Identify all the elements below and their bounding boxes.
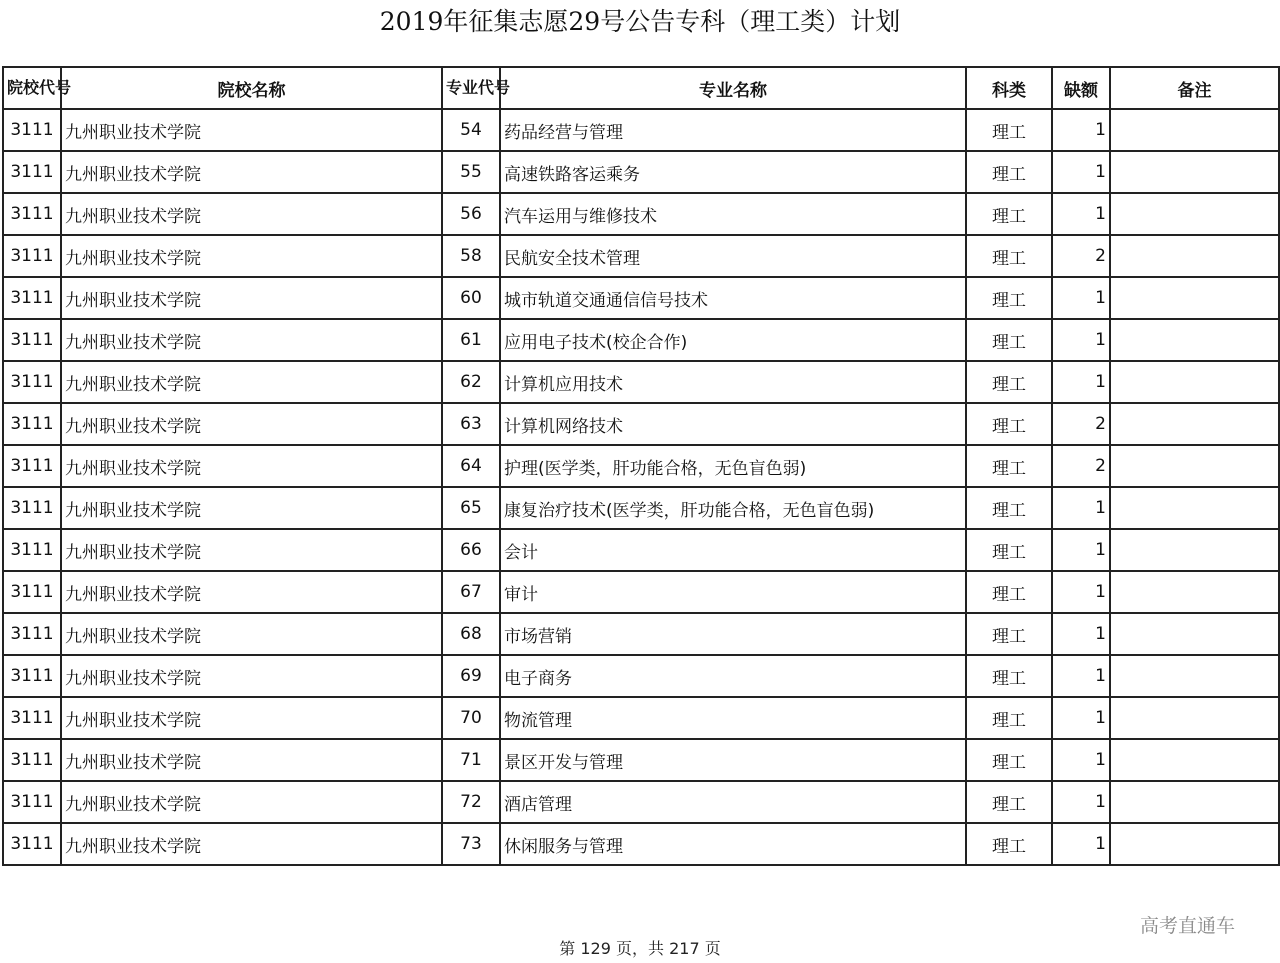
cell-school-code: 3111 xyxy=(3,445,61,487)
cell-school-name: 九州职业技术学院 xyxy=(61,739,442,781)
cell-quota: 1 xyxy=(1052,361,1110,403)
cell-note xyxy=(1110,487,1279,529)
cell-quota: 1 xyxy=(1052,151,1110,193)
cell-school-name: 九州职业技术学院 xyxy=(61,109,442,151)
cell-major-code: 63 xyxy=(442,403,500,445)
page-footer: 第 129 页，共 217 页 xyxy=(559,939,721,958)
cell-quota: 1 xyxy=(1052,655,1110,697)
cell-major-name: 康复治疗技术(医学类，肝功能合格，无色盲色弱) xyxy=(500,487,966,529)
table-row xyxy=(3,319,1279,361)
table-row xyxy=(3,445,1279,487)
cell-school-code: 3111 xyxy=(3,613,61,655)
cell-major-code: 69 xyxy=(442,655,500,697)
cell-note xyxy=(1110,277,1279,319)
cell-note xyxy=(1110,655,1279,697)
cell-category: 理工 xyxy=(966,151,1052,193)
cell-school-name: 九州职业技术学院 xyxy=(61,235,442,277)
cell-quota: 1 xyxy=(1052,739,1110,781)
header-note: 备注 xyxy=(1110,67,1279,109)
header-quota: 缺额 xyxy=(1052,67,1110,109)
cell-major-name: 城市轨道交通通信信号技术 xyxy=(500,277,966,319)
table-row xyxy=(3,403,1279,445)
table-row xyxy=(3,613,1279,655)
cell-school-code: 3111 xyxy=(3,739,61,781)
cell-major-code: 62 xyxy=(442,361,500,403)
cell-school-name: 九州职业技术学院 xyxy=(61,529,442,571)
cell-major-code: 61 xyxy=(442,319,500,361)
table-row xyxy=(3,655,1279,697)
cell-school-code: 3111 xyxy=(3,151,61,193)
cell-major-code: 67 xyxy=(442,571,500,613)
table-row xyxy=(3,739,1279,781)
cell-major-code: 60 xyxy=(442,277,500,319)
table-row xyxy=(3,529,1279,571)
cell-major-name: 景区开发与管理 xyxy=(500,739,966,781)
cell-school-name: 九州职业技术学院 xyxy=(61,655,442,697)
cell-quota: 1 xyxy=(1052,529,1110,571)
cell-major-name: 护理(医学类，肝功能合格，无色盲色弱) xyxy=(500,445,966,487)
cell-quota: 1 xyxy=(1052,571,1110,613)
cell-major-code: 73 xyxy=(442,823,500,865)
cell-school-code: 3111 xyxy=(3,235,61,277)
cell-category: 理工 xyxy=(966,487,1052,529)
cell-quota: 2 xyxy=(1052,445,1110,487)
cell-quota: 1 xyxy=(1052,487,1110,529)
cell-major-name: 休闲服务与管理 xyxy=(500,823,966,865)
cell-major-code: 70 xyxy=(442,697,500,739)
cell-major-name: 会计 xyxy=(500,529,966,571)
cell-school-code: 3111 xyxy=(3,403,61,445)
cell-quota: 1 xyxy=(1052,109,1110,151)
cell-major-code: 56 xyxy=(442,193,500,235)
header-major-name: 专业名称 xyxy=(500,67,966,109)
table-row xyxy=(3,697,1279,739)
cell-note xyxy=(1110,823,1279,865)
plan-table xyxy=(2,66,1280,866)
cell-major-name: 酒店管理 xyxy=(500,781,966,823)
cell-category: 理工 xyxy=(966,193,1052,235)
table-row xyxy=(3,571,1279,613)
table-row xyxy=(3,823,1279,865)
cell-school-name: 九州职业技术学院 xyxy=(61,487,442,529)
cell-major-code: 55 xyxy=(442,151,500,193)
cell-note xyxy=(1110,529,1279,571)
table-row xyxy=(3,193,1279,235)
cell-school-name: 九州职业技术学院 xyxy=(61,823,442,865)
table-row xyxy=(3,109,1279,151)
page-title: 2019年征集志愿29号公告专科（理工类）计划 xyxy=(379,7,901,36)
cell-category: 理工 xyxy=(966,781,1052,823)
cell-school-name: 九州职业技术学院 xyxy=(61,193,442,235)
cell-major-code: 54 xyxy=(442,109,500,151)
cell-major-code: 72 xyxy=(442,781,500,823)
cell-quota: 2 xyxy=(1052,403,1110,445)
cell-school-name: 九州职业技术学院 xyxy=(61,697,442,739)
cell-category: 理工 xyxy=(966,235,1052,277)
cell-note xyxy=(1110,193,1279,235)
cell-category: 理工 xyxy=(966,613,1052,655)
cell-note xyxy=(1110,403,1279,445)
cell-note xyxy=(1110,235,1279,277)
cell-quota: 1 xyxy=(1052,613,1110,655)
cell-major-name: 计算机网络技术 xyxy=(500,403,966,445)
cell-school-name: 九州职业技术学院 xyxy=(61,781,442,823)
cell-school-name: 九州职业技术学院 xyxy=(61,361,442,403)
cell-school-name: 九州职业技术学院 xyxy=(61,445,442,487)
cell-school-name: 九州职业技术学院 xyxy=(61,403,442,445)
header-category: 科类 xyxy=(966,67,1052,109)
cell-note xyxy=(1110,445,1279,487)
cell-school-name: 九州职业技术学院 xyxy=(61,277,442,319)
cell-quota: 1 xyxy=(1052,277,1110,319)
cell-school-code: 3111 xyxy=(3,277,61,319)
cell-note xyxy=(1110,613,1279,655)
cell-category: 理工 xyxy=(966,403,1052,445)
cell-category: 理工 xyxy=(966,655,1052,697)
cell-major-name: 高速铁路客运乘务 xyxy=(500,151,966,193)
cell-category: 理工 xyxy=(966,529,1052,571)
cell-major-name: 电子商务 xyxy=(500,655,966,697)
table-row xyxy=(3,277,1279,319)
cell-major-code: 66 xyxy=(442,529,500,571)
cell-major-code: 71 xyxy=(442,739,500,781)
cell-major-name: 汽车运用与维修技术 xyxy=(500,193,966,235)
table-row xyxy=(3,487,1279,529)
cell-school-code: 3111 xyxy=(3,655,61,697)
header-school-code: 院校代号 xyxy=(3,67,61,109)
cell-major-name: 物流管理 xyxy=(500,697,966,739)
cell-school-name: 九州职业技术学院 xyxy=(61,571,442,613)
cell-major-name: 计算机应用技术 xyxy=(500,361,966,403)
cell-quota: 1 xyxy=(1052,823,1110,865)
cell-school-code: 3111 xyxy=(3,823,61,865)
cell-category: 理工 xyxy=(966,361,1052,403)
cell-category: 理工 xyxy=(966,697,1052,739)
cell-category: 理工 xyxy=(966,277,1052,319)
cell-major-code: 65 xyxy=(442,487,500,529)
cell-note xyxy=(1110,109,1279,151)
table-row xyxy=(3,151,1279,193)
table-row xyxy=(3,781,1279,823)
cell-category: 理工 xyxy=(966,319,1052,361)
cell-note xyxy=(1110,151,1279,193)
cell-note xyxy=(1110,319,1279,361)
cell-major-name: 民航安全技术管理 xyxy=(500,235,966,277)
cell-school-code: 3111 xyxy=(3,487,61,529)
cell-school-code: 3111 xyxy=(3,571,61,613)
cell-school-code: 3111 xyxy=(3,697,61,739)
cell-note xyxy=(1110,361,1279,403)
cell-major-code: 68 xyxy=(442,613,500,655)
cell-note xyxy=(1110,739,1279,781)
cell-school-code: 3111 xyxy=(3,361,61,403)
header-school-name: 院校名称 xyxy=(61,67,442,109)
cell-school-code: 3111 xyxy=(3,529,61,571)
cell-category: 理工 xyxy=(966,445,1052,487)
cell-quota: 2 xyxy=(1052,235,1110,277)
cell-quota: 1 xyxy=(1052,697,1110,739)
table-header-row xyxy=(3,67,1279,109)
cell-quota: 1 xyxy=(1052,319,1110,361)
cell-school-name: 九州职业技术学院 xyxy=(61,151,442,193)
cell-category: 理工 xyxy=(966,823,1052,865)
cell-quota: 1 xyxy=(1052,193,1110,235)
cell-major-code: 58 xyxy=(442,235,500,277)
cell-note xyxy=(1110,781,1279,823)
table-row xyxy=(3,361,1279,403)
cell-quota: 1 xyxy=(1052,781,1110,823)
cell-school-code: 3111 xyxy=(3,319,61,361)
cell-note xyxy=(1110,571,1279,613)
cell-major-code: 64 xyxy=(442,445,500,487)
cell-school-code: 3111 xyxy=(3,109,61,151)
cell-major-name: 市场营销 xyxy=(500,613,966,655)
cell-category: 理工 xyxy=(966,571,1052,613)
cell-note xyxy=(1110,697,1279,739)
cell-major-name: 药品经营与管理 xyxy=(500,109,966,151)
watermark-text: 高考直通车 xyxy=(1140,915,1236,937)
cell-school-name: 九州职业技术学院 xyxy=(61,613,442,655)
header-major-code: 专业代号 xyxy=(442,67,500,109)
cell-major-name: 审计 xyxy=(500,571,966,613)
cell-category: 理工 xyxy=(966,109,1052,151)
table-row xyxy=(3,235,1279,277)
cell-category: 理工 xyxy=(966,739,1052,781)
cell-school-name: 九州职业技术学院 xyxy=(61,319,442,361)
cell-major-name: 应用电子技术(校企合作) xyxy=(500,319,966,361)
cell-school-code: 3111 xyxy=(3,781,61,823)
cell-school-code: 3111 xyxy=(3,193,61,235)
